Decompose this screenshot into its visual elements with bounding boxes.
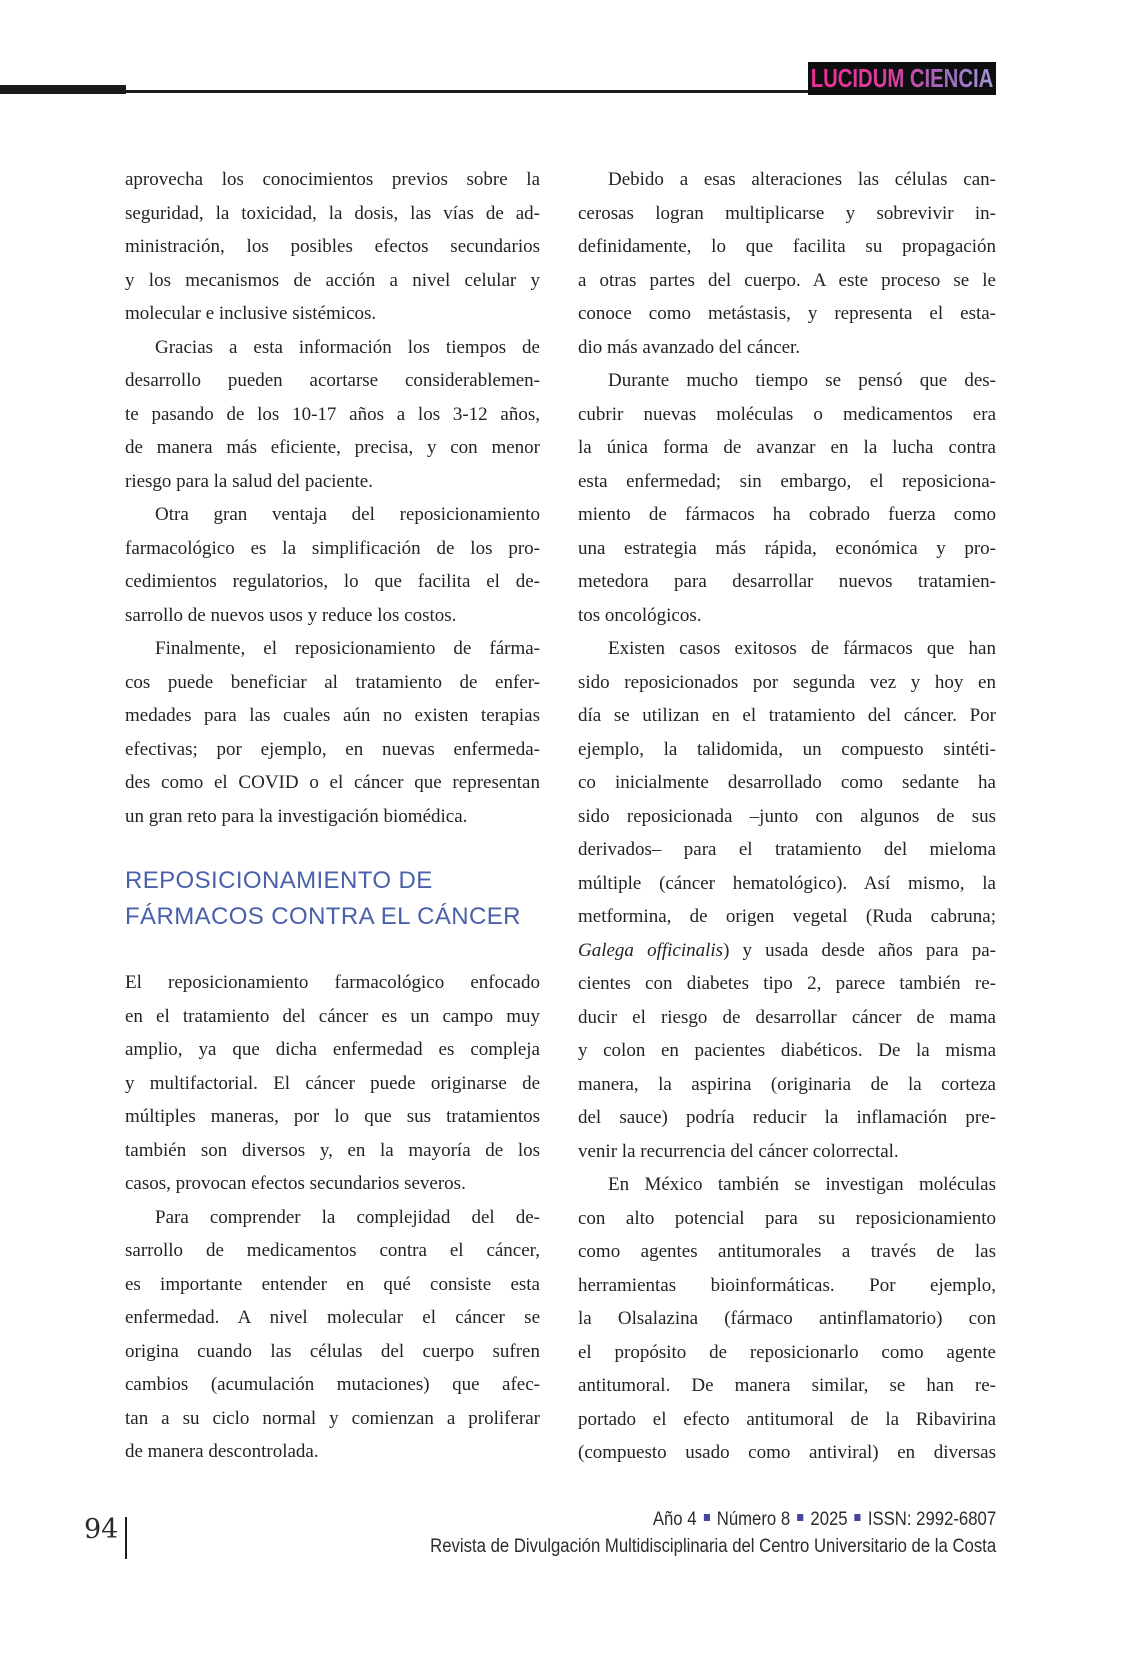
text-line: El reposicionamiento farmacológico enfocado — [125, 972, 540, 993]
text-line: es importante entender en qué consiste esta — [125, 1273, 540, 1295]
text-line: múltiples maneras, por lo que sus tratamientos — [125, 1106, 540, 1127]
issue-info-part: Número 8 — [716, 1509, 791, 1530]
text-line: a otras partes del cuerpo. A este proceso se le — [578, 269, 996, 291]
text-line: y los mecanismos de acción a nivel celular y — [125, 269, 540, 291]
text-line: y colon en pacientes diabéticos. De la misma — [578, 1040, 996, 1061]
text-line: enfermedad. A nivel molecular el cáncer se — [125, 1307, 540, 1328]
issue-info-part: Año 4 — [652, 1509, 697, 1530]
text-line: metformina, de origen vegetal (Ruda cabruna; — [578, 906, 996, 927]
text-line: antitumoral. De manera similar, se han re- — [578, 1375, 996, 1396]
text-line: sarrollo de medicamentos contra el cáncer, — [125, 1240, 540, 1261]
text-line: con alto potencial para su reposicionamiento — [578, 1207, 996, 1229]
text-line: del sauce) podría reducir la inflamación pre- — [578, 1107, 996, 1128]
text-line: tan a su ciclo normal y comienzan a proliferar — [125, 1407, 540, 1429]
text-line: Gracias a esta información los tiempos de — [155, 336, 540, 358]
text-line: Para comprender la complejidad del de- — [155, 1206, 540, 1228]
square-bullet-icon — [855, 1514, 861, 1521]
issue-info — [430, 1506, 996, 1533]
text-line: aprovecha los conocimientos previos sobre la — [125, 169, 540, 190]
text-line: una estrategia más rápida, económica y pro- — [578, 537, 996, 559]
text-line: herramientas bioinformáticas. Por ejemplo, — [578, 1274, 996, 1296]
text-line: origina cuando las células del cuerpo sufren — [125, 1340, 540, 1362]
text-line: también son diversos y, en la mayoría de los — [125, 1139, 540, 1161]
text-line: cos puede beneficiar al tratamiento de enfer- — [125, 671, 540, 693]
article-column-left — [125, 163, 540, 1469]
text-line: venir la recurrencia del cáncer colorrectal. — [578, 1140, 899, 1162]
text-line: En México también se investigan moléculas — [608, 1174, 996, 1195]
text-line: te pasando de los 10-17 años a los 3-12 años, — [125, 403, 540, 425]
page-number: 94 — [84, 1514, 119, 1545]
text-line: cubrir nuevas moléculas o medicamentos era — [578, 403, 996, 425]
text-line: conoce como metástasis, y representa el esta- — [578, 303, 996, 324]
header-rule-thick — [0, 85, 126, 94]
text-line: Galega officinalis) y usada desde años para pa- — [578, 939, 996, 961]
text-line: Debido a esas alteraciones las células can- — [608, 169, 996, 190]
text-line: múltiple (cáncer hematológico). Así mismo, la — [578, 872, 996, 894]
text-line: sarrollo de nuevos usos y reduce los costos. — [125, 604, 457, 626]
text-line: un gran reto para la investigación biomédica. — [125, 805, 468, 827]
text-line: sido reposicionados por segunda vez y hoy en — [578, 671, 996, 693]
text-line: como agentes antitumorales a través de las — [578, 1241, 996, 1262]
footer-meta — [353, 1506, 996, 1560]
square-bullet-icon — [703, 1514, 709, 1521]
text-line: y multifactorial. El cáncer puede originarse de — [125, 1072, 540, 1094]
issue-info-part: ISSN: 2992-6807 — [867, 1509, 996, 1530]
issue-info-part: 2025 — [810, 1509, 848, 1530]
text-line: en el tratamiento del cáncer es un campo muy — [125, 1005, 540, 1027]
text-line: seguridad, la toxicidad, la dosis, las vías de ad- — [125, 202, 540, 224]
text-line: Existen casos exitosos de fármacos que han — [608, 638, 996, 659]
text-line: definidamente, lo que facilita su propagación — [578, 236, 996, 257]
text-line: riesgo para la salud del paciente. — [125, 470, 373, 492]
text-line: sido reposicionada –junto con algunos de sus — [578, 805, 996, 827]
text-line: co inicialmente desarrollado como sedante ha — [578, 772, 996, 793]
text-line: Otra gran ventaja del reposicionamiento — [155, 504, 540, 525]
article-column-right — [578, 163, 996, 1470]
text-line: amplio, ya que dicha enfermedad es compleja — [125, 1039, 540, 1060]
text-line: la Olsalazina (fármaco antinflamatorio) con — [578, 1308, 996, 1329]
text-line: tos oncológicos. — [578, 604, 702, 626]
text-line: derivados– para el tratamiento del mieloma — [578, 839, 996, 860]
text-line: cedimientos regulatorios, lo que facilita el de- — [125, 571, 540, 592]
text-line: farmacológico es la simplificación de los pro- — [125, 537, 540, 559]
text-line: de manera más eficiente, precisa, y con menor — [125, 437, 540, 458]
text-line: casos, provocan efectos secundarios severos. — [125, 1173, 466, 1194]
journal-name: Revista de Divulgación Multidisciplinaria del Centro Universitario de la Costa — [430, 1536, 996, 1557]
text-line: de manera descontrolada. — [125, 1441, 319, 1462]
text-line: la única forma de avanzar en la lucha contra — [578, 437, 996, 458]
section-heading — [125, 863, 540, 935]
square-bullet-icon — [797, 1514, 803, 1521]
footer-separator — [125, 1517, 127, 1559]
text-line: ministración, los posibles efectos secundarios — [125, 236, 540, 257]
text-line: cerosas logran multiplicarse y sobrevivir in- — [578, 202, 996, 224]
text-line: desarrollo pueden acortarse considerablemen- — [125, 370, 540, 391]
text-line: (compuesto usado como antiviral) en diversas — [578, 1442, 996, 1463]
text-line: des como el COVID o el cáncer que representan — [125, 772, 540, 793]
text-line: medades para las cuales aún no existen terapias — [125, 705, 540, 726]
text-line: ejemplo, la talidomida, un compuesto sintéti- — [578, 738, 996, 760]
text-line: esta enfermedad; sin embargo, el reposiciona- — [578, 470, 996, 492]
section-heading-line: REPOSICIONAMIENTO DE — [125, 867, 433, 894]
text-line: Durante mucho tiempo se pensó que des- — [608, 370, 996, 391]
text-line: molecular e inclusive sistémicos. — [125, 303, 377, 324]
journal-logo-badge — [808, 62, 996, 95]
text-line: día se utilizan en el tratamiento del cáncer. Por — [578, 705, 996, 726]
text-line: metedora para desarrollar nuevos tratamien- — [578, 571, 996, 592]
text-line: el propósito de reposicionarlo como agente — [578, 1341, 996, 1363]
section-heading-line: FÁRMACOS CONTRA EL CÁNCER — [125, 903, 521, 930]
text-line: dio más avanzado del cáncer. — [578, 336, 801, 358]
text-line: cambios (acumulación mutaciones) que afec- — [125, 1374, 540, 1395]
text-line: ducir el riesgo de desarrollar cáncer de mama — [578, 1006, 996, 1028]
journal-logo-text: LUCIDUM CIENCIA — [810, 63, 994, 93]
text-line: efectivas; por ejemplo, en nuevas enfermeda- — [125, 738, 540, 760]
text-line: miento de fármacos ha cobrado fuerza como — [578, 504, 996, 525]
text-line: Finalmente, el reposicionamiento de fárma- — [155, 638, 540, 659]
text-line: portado el efecto antitumoral de la Ribavirina — [578, 1408, 996, 1430]
text-line: manera, la aspirina (originaria de la corteza — [578, 1073, 996, 1095]
text-line: cientes con diabetes tipo 2, parece también re- — [578, 973, 996, 994]
